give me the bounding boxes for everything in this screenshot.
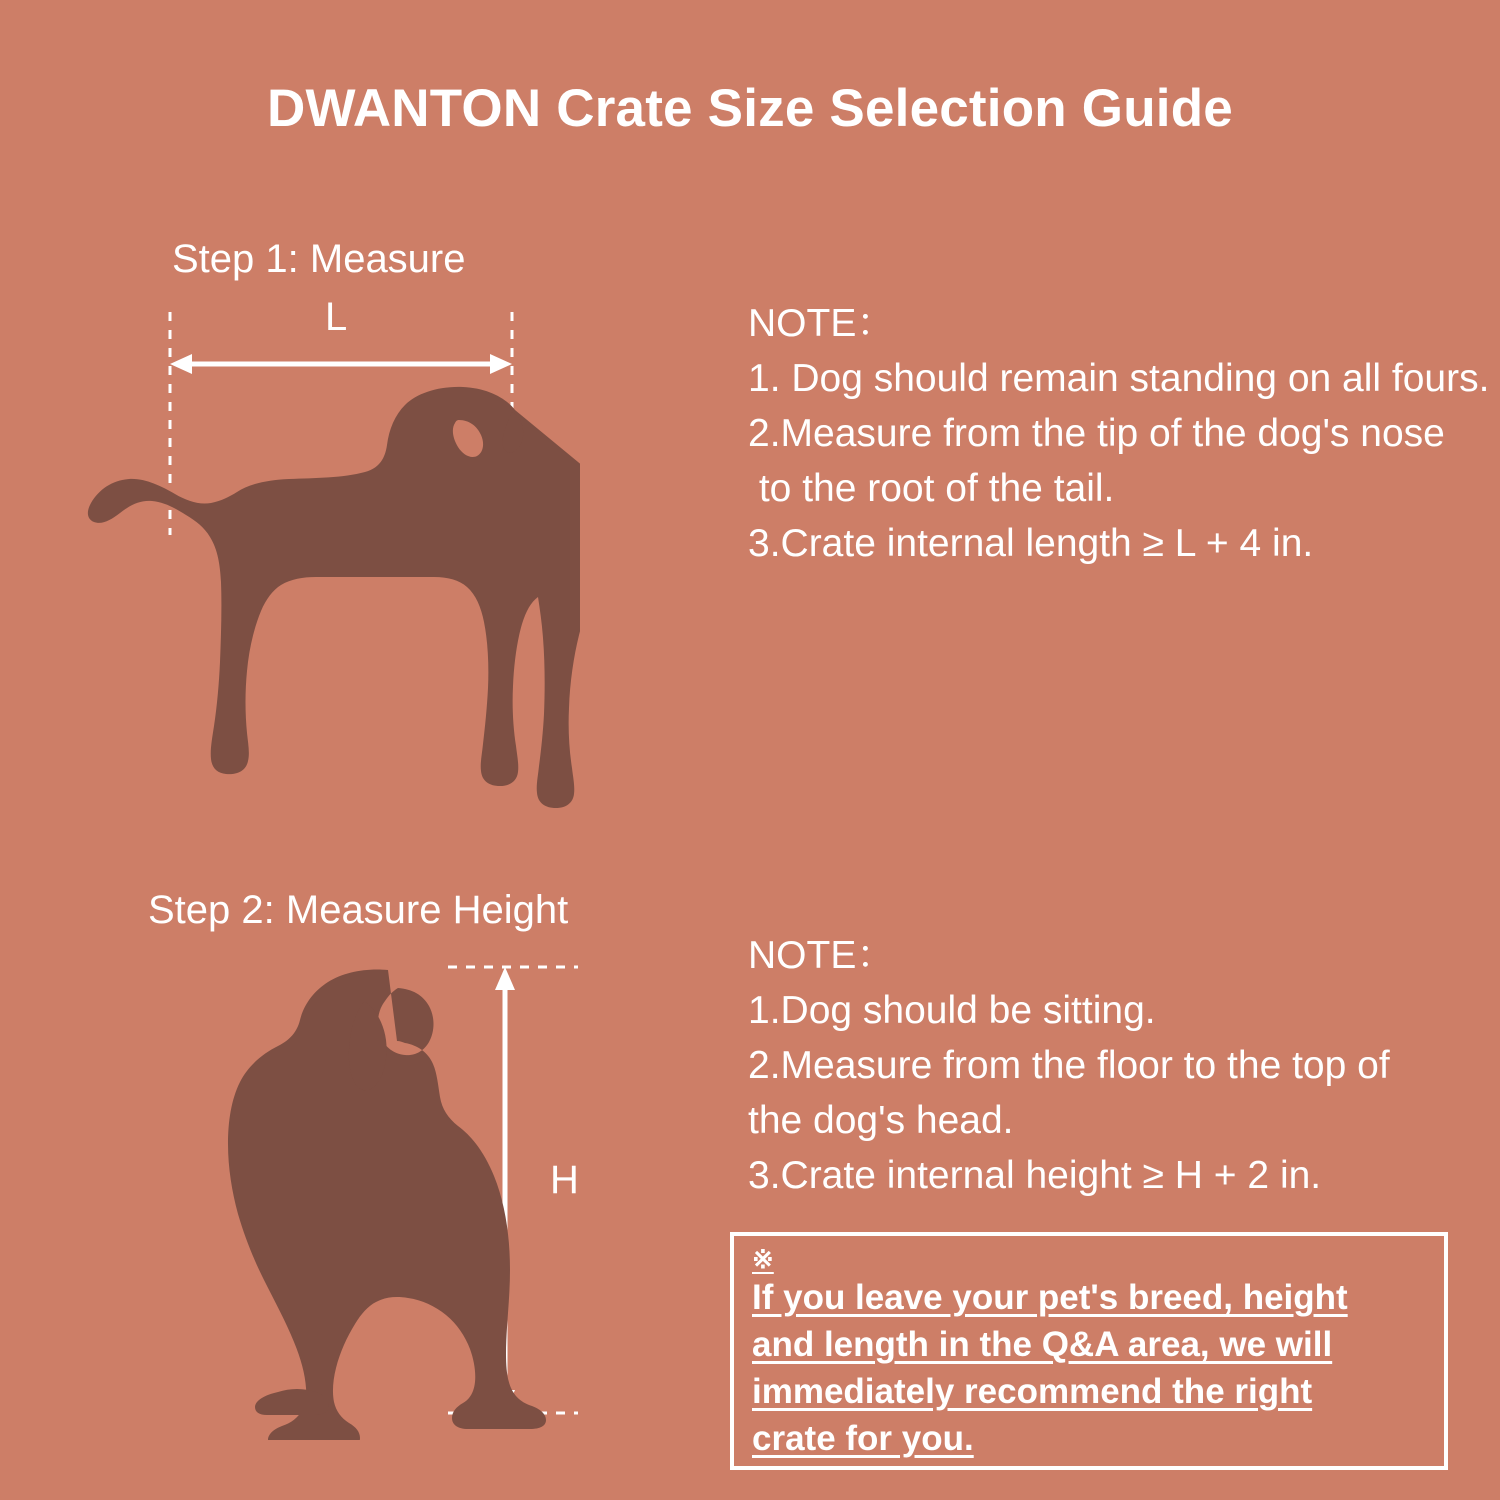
dog-paw-shape	[255, 1389, 329, 1415]
step1-figure	[60, 295, 580, 830]
standing-dog-diagram	[60, 300, 580, 830]
arrow-head-top	[495, 967, 515, 990]
note1-heading: NOTE：	[748, 302, 896, 345]
note-standing	[748, 296, 1490, 571]
callout-line-2: and length in the Q&A area, we will	[752, 1325, 1333, 1364]
step2-figure	[130, 940, 630, 1440]
note2-line-1: 1.Dog should be sitting.	[748, 989, 1156, 1032]
note1-line-3: to the root of the tail.	[748, 467, 1115, 510]
note2-line-2: 2.Measure from the floor to the top of	[748, 1044, 1390, 1087]
step1-dimension-letter: L	[325, 295, 348, 339]
callout-line-3: immediately recommend the right	[752, 1372, 1313, 1411]
step2-dimension-letter: H	[550, 1158, 579, 1202]
note1-line-1: 1. Dog should remain standing on all fours.	[748, 357, 1490, 400]
note1-line-4: 3.Crate internal length ≥ L + 4 in.	[748, 522, 1314, 565]
note2-line-3: the dog's head.	[748, 1099, 1014, 1142]
step2-label: Step 2: Measure Height	[148, 888, 569, 932]
asterisk-mark-icon: ※	[752, 1244, 774, 1274]
arrow-head-right	[490, 354, 512, 374]
callout-line-4: crate for you.	[752, 1419, 974, 1458]
note1-line-2: 2.Measure from the tip of the dog's nose	[748, 412, 1445, 455]
callout-line-1: If you leave your pet's breed, height	[752, 1278, 1348, 1317]
callout-box	[730, 1232, 1448, 1470]
page-title: DWANTON Crate Size Selection Guide	[267, 79, 1233, 138]
note2-line-4: 3.Crate internal height ≥ H + 2 in.	[748, 1154, 1322, 1197]
step1-label: Step 1: Measure	[172, 237, 466, 281]
arrow-head-left	[170, 354, 192, 374]
sitting-dog-shape	[228, 970, 546, 1441]
callout-text	[752, 1274, 1430, 1462]
note2-heading: NOTE：	[748, 934, 896, 977]
note-sitting	[748, 928, 1448, 1203]
